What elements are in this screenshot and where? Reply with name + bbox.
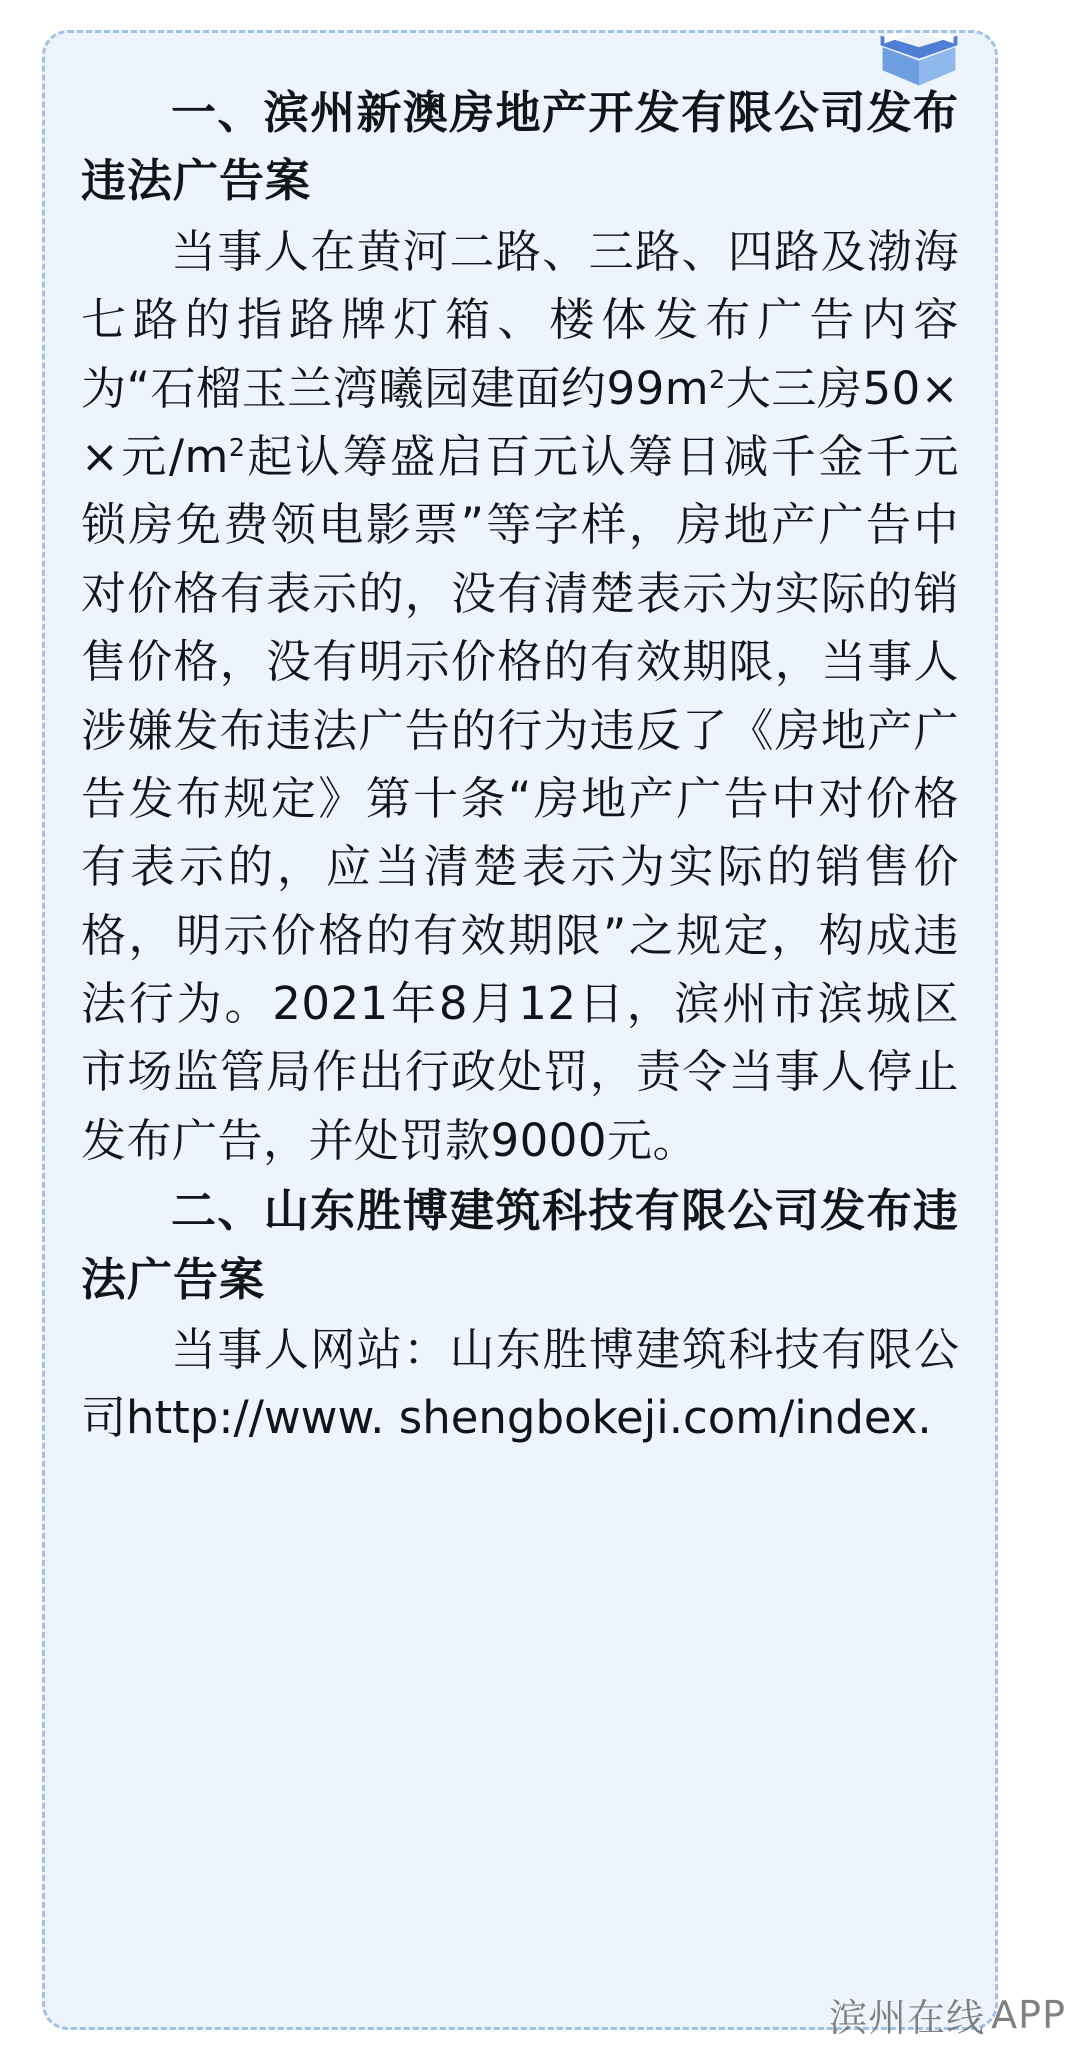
- document-card: [42, 30, 998, 2030]
- case-1-body-part-2: 大三房50××元/m: [81, 361, 959, 483]
- case-1-body-part-3: 起认筹盛启百元认筹日减千金千元锁房免费领电影票”等字样，房地产广告中对价格有表示的，没有清楚表示为实际的销售价格，没有明示价格的有效期限，当事人涉嫌发布违法广告的行为违反了《房地产广告发布规定》第十条“房地产广告中对价格有表示的，应当清楚表示为实际的销售价格，明示价格的有效期限”之规定，构成违法行为。2021年8月12日，滨州市滨城区市场监管局作出行政处罚，责令当事人停止发布广告，并处罚款9000元。: [81, 429, 959, 1167]
- case-2-title: 二、山东胜博建筑科技有限公司发布违法广告案: [81, 1184, 959, 1306]
- case-1-superscript-1: 2: [709, 364, 726, 394]
- case-2-body: 当事人网站：山东胜博建筑科技有限公司http://www. shengbokeji.com/index.: [81, 1323, 959, 1445]
- case-1-superscript-2: 2: [228, 432, 246, 462]
- case-1-body-part-1: 当事人在黄河二路、三路、四路及渤海七路的指路牌灯箱、楼体发布广告内容为“石榴玉兰湾曦园建面约99m: [81, 224, 959, 415]
- case-1-title: 一、滨州新澳房地产开发有限公司发布违法广告案: [81, 86, 959, 208]
- document-body: [45, 33, 995, 1455]
- watermark: [829, 1987, 1066, 2042]
- watermark-app: APP: [991, 1992, 1066, 2037]
- watermark-site: 滨州在线: [829, 1996, 986, 2040]
- case-1-body: [81, 218, 959, 1175]
